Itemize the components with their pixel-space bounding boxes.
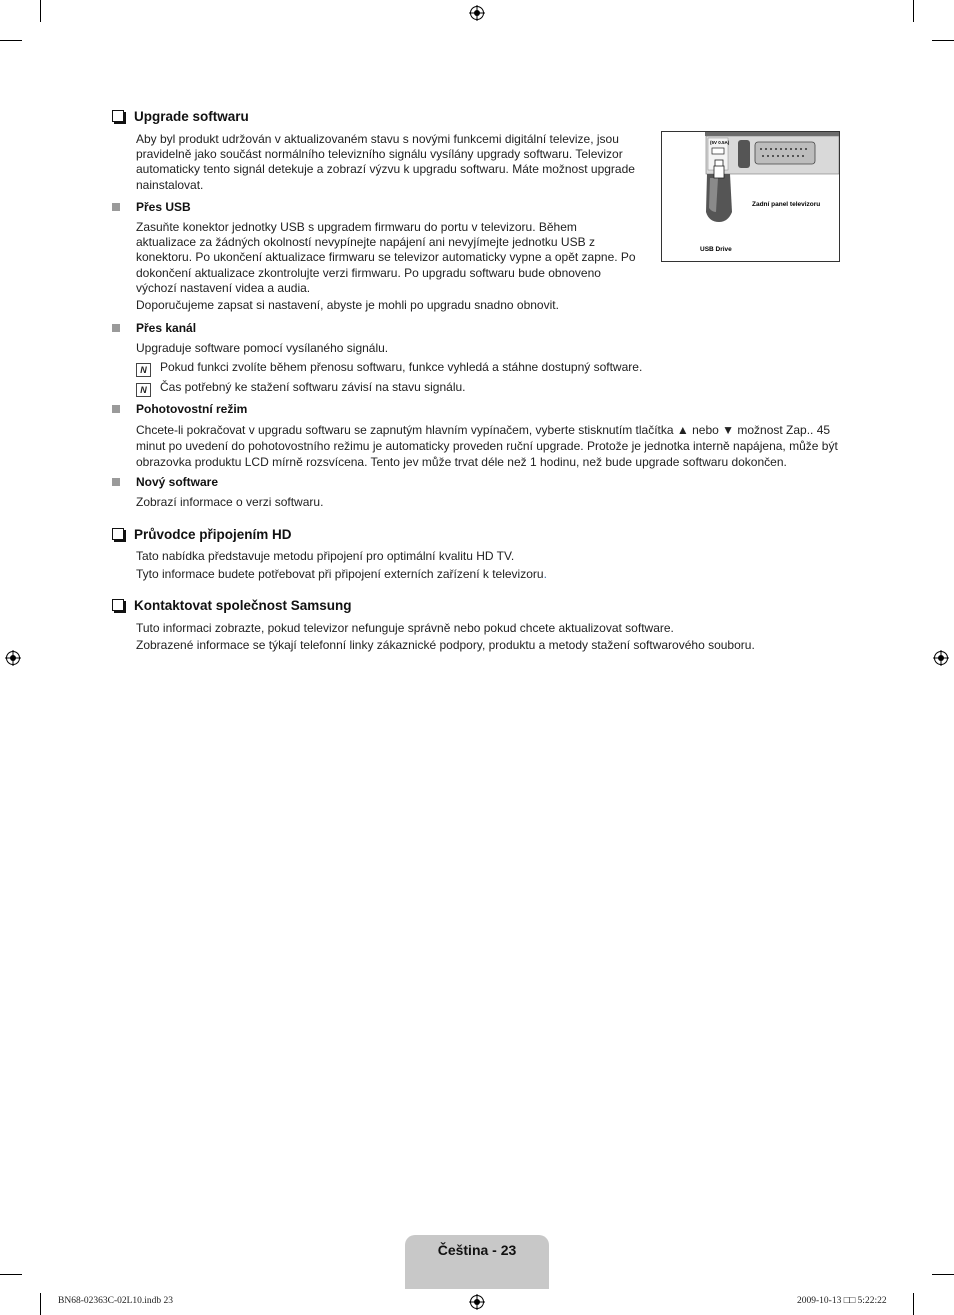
- channel-text: Upgraduje software pomocí vysílaného signálu.: [136, 341, 389, 355]
- standby-text: Chcete-li pokračovat v upgradu softwaru se zapnutým hlavním vypínačem, vyberte stisknutím tlačítka ▲ nebo ▼ možnost Zap.. 45 minut po uvedení do pohotovostního režimu je automaticky proveden ruční upgrade. Protože je jednotka interně napájena, může být obrazovka produktu LCD mírně rozsvícena. Tento jev může trvat déle než 1 hodinu, než bude upgrade softwaru dokončen.: [136, 423, 838, 469]
- note-icon: N: [136, 363, 151, 377]
- note-item: N Čas potřebný ke stažení softwaru závisí na stavu signálu.: [136, 380, 466, 397]
- registration-mark-icon: [469, 1294, 485, 1310]
- tv-back-panel-illustration: [662, 132, 839, 261]
- panel-label: Zadní panel televizoru: [752, 201, 821, 208]
- print-slug-right: 2009-10-13 □□ 5:22:22: [797, 1296, 887, 1306]
- crop-mark: [913, 0, 914, 22]
- subheading-channel: Přes kanál: [112, 321, 196, 335]
- crop-mark: [913, 1293, 914, 1315]
- usb-drive-label: USB Drive: [700, 246, 732, 253]
- note-item: N Pokud funkci zvolíte během přenosu softwaru, funkce vyhledá a stáhne dostupný software.: [136, 360, 642, 377]
- square-bullet-icon: [112, 478, 120, 486]
- registration-mark-icon: [469, 5, 485, 21]
- checkbox-bullet-icon: [112, 110, 124, 122]
- subheading-new-software: Nový software: [112, 475, 218, 489]
- usb-text: Zasuňte konektor jednotky USB s upgradem firmwaru do portu v televizoru. Během aktualizace za žádných okolností nevypínejte napájení ani nevyjímejte jednotku USB z konektoru. Po ukončení aktualizace firmwaru se televizor automaticky vypne a opět zapne. Po dokončení aktualizace zkontrolujte verzi firmwaru. Po upgradu softwaru bude obnoveno výchozí nastavení videa a audia.: [136, 220, 636, 295]
- port-label: (5V 0.5A): [710, 140, 730, 145]
- checkbox-bullet-icon: [112, 528, 124, 540]
- registration-mark-icon: [5, 650, 21, 666]
- checkbox-bullet-icon: [112, 599, 124, 611]
- crop-mark: [932, 1274, 954, 1275]
- hd-text-2: Tyto informace budete potřebovat při připojení externích zařízení k televizoru.: [136, 567, 547, 581]
- crop-mark: [0, 1274, 22, 1275]
- subheading-usb: Přes USB: [112, 200, 191, 214]
- section-heading-upgrade: Upgrade softwaru: [112, 109, 249, 124]
- crop-mark: [932, 40, 954, 41]
- section-heading-hd: Průvodce připojením HD: [112, 527, 292, 542]
- crop-mark: [40, 0, 41, 22]
- square-bullet-icon: [112, 405, 120, 413]
- note-icon: N: [136, 383, 151, 397]
- crop-mark: [0, 40, 22, 41]
- upgrade-intro: Aby byl produkt udržován v aktualizovaném stavu s novými funkcemi digitální televize, jsou pravidelně jako součást normálního televizního signálu vysílány upgrady softwaru. Televizor automaticky tento signál detekuje a zobrazí výzvu k upgradu softwaru. Máte možnost upgrade nainstalovat.: [136, 132, 635, 192]
- new-software-text: Zobrazí informace o verzi softwaru.: [136, 495, 324, 509]
- square-bullet-icon: [112, 203, 120, 211]
- crop-mark: [40, 1293, 41, 1315]
- square-bullet-icon: [112, 324, 120, 332]
- usb-connection-figure: [661, 131, 840, 262]
- section-heading-samsung: Kontaktovat společnost Samsung: [112, 598, 352, 613]
- usb-text-2: Doporučujeme zapsat si nastavení, abyste je mohli po upgradu snadno obnovit.: [136, 298, 559, 312]
- page-number: Čeština - 23: [437, 1242, 517, 1258]
- samsung-text-2: Zobrazené informace se týkají telefonní linky zákaznické podpory, produktu a metody stažení softwarového souboru.: [136, 638, 755, 652]
- samsung-text-1: Tuto informaci zobrazte, pokud televizor nefunguje správně nebo pokud chcete aktualizovat software.: [136, 621, 674, 635]
- page-number-tab: [405, 1235, 549, 1289]
- print-slug-left: BN68-02363C-02L10.indb 23: [58, 1296, 174, 1306]
- subheading-standby: Pohotovostní režim: [112, 402, 247, 416]
- hd-text-1: Tato nabídka představuje metodu připojení pro optimální kvalitu HD TV.: [136, 549, 515, 563]
- registration-mark-icon: [933, 650, 949, 666]
